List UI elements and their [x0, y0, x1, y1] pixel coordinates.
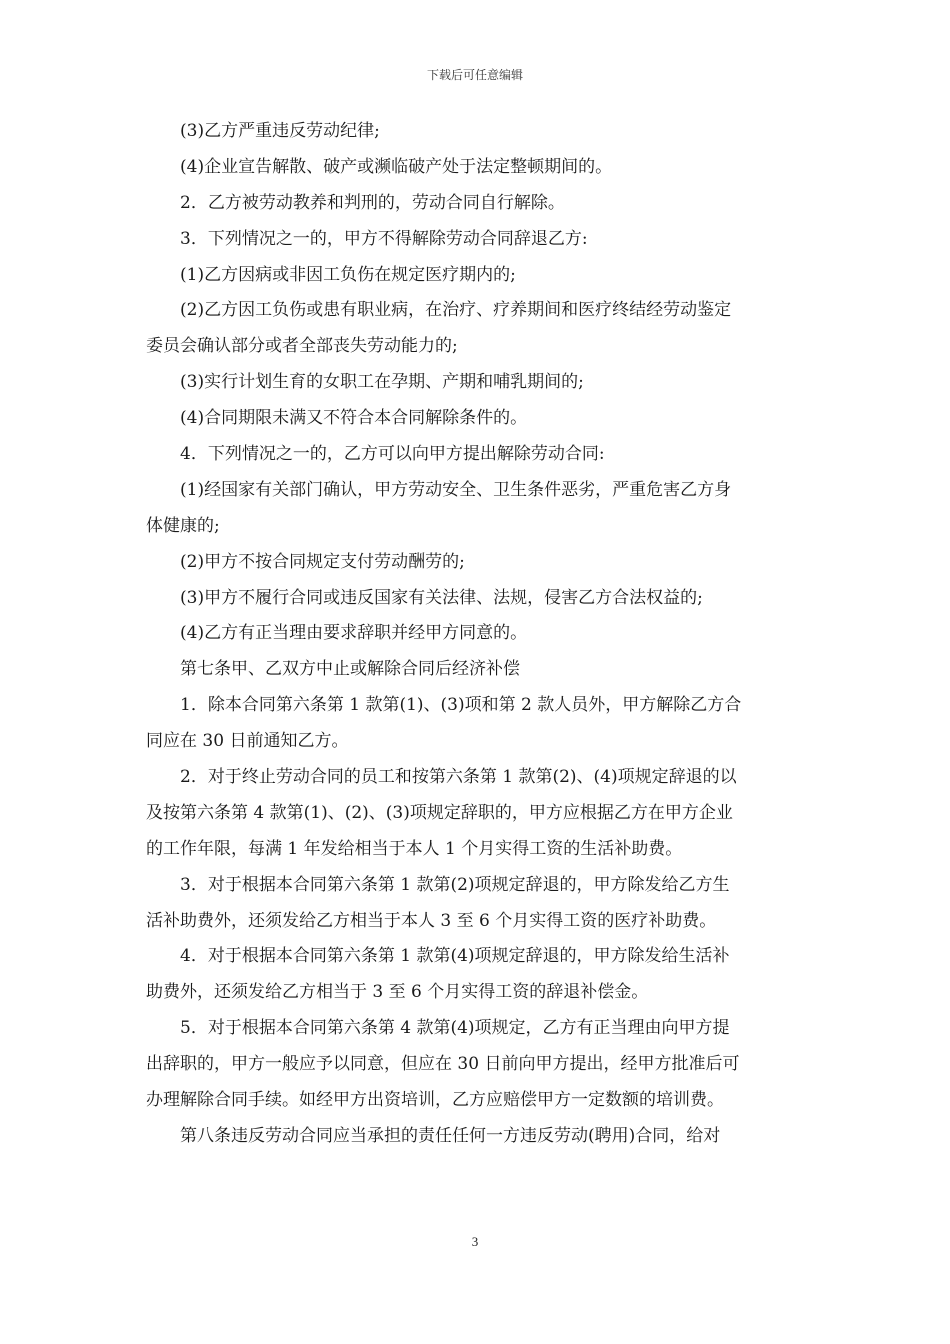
text-line: 办理解除合同手续。如经甲方出资培训，乙方应赔偿甲方一定数额的培训费。 — [146, 1090, 724, 1111]
text-line: 及按第六条第 4 款第(1)、(2)、(3)项规定辞职的，甲方应根据乙方在甲方企业 — [146, 802, 733, 823]
text-line: 2．乙方被劳动教养和判刑的，劳动合同自行解除。 — [180, 192, 565, 213]
text-line: (4)企业宣告解散、破产或濒临破产处于法定整顿期间的。 — [180, 156, 613, 177]
article-heading: 第八条违反劳动合同应当承担的责任任何一方违反劳动(聘用)合同，给对 — [180, 1125, 721, 1146]
page-header: 下载后可任意编辑 — [426, 68, 523, 82]
text-line: 同应在 30 日前通知乙方。 — [146, 731, 349, 752]
article-heading: 第七条甲、乙双方中止或解除合同后经济补偿 — [180, 659, 520, 680]
text-line: (2)甲方不按合同规定支付劳动酬劳的; — [180, 551, 465, 572]
text-line: 3．对于根据本合同第六条第 1 款第(2)项规定辞退的，甲方除发给乙方生 — [180, 874, 730, 895]
text-line: 3．下列情况之一的，甲方不得解除劳动合同辞退乙方: — [180, 228, 588, 249]
text-line: 出辞职的，甲方一般应予以同意，但应在 30 日前向甲方提出，经甲方批准后可 — [146, 1054, 740, 1075]
text-line: (3)甲方不履行合同或违反国家有关法律、法规，侵害乙方合法权益的; — [180, 587, 703, 608]
text-line: (3)实行计划生育的女职工在孕期、产期和哺乳期间的; — [180, 372, 584, 393]
text-line: 体健康的; — [146, 515, 220, 536]
text-line: (4)合同期限未满又不符合本合同解除条件的。 — [180, 408, 528, 429]
text-line: 4．下列情况之一的，乙方可以向甲方提出解除劳动合同: — [180, 444, 605, 465]
text-line: (2)乙方因工负伤或患有职业病，在治疗、疗养期间和医疗终结经劳动鉴定 — [180, 300, 732, 321]
text-line: 的工作年限，每满 1 年发给相当于本人 1 个月实得工资的生活补助费。 — [146, 838, 683, 859]
text-line: 委员会确认部分或者全部丧失劳动能力的; — [146, 336, 458, 357]
document-body — [146, 114, 808, 1155]
text-line: 4．对于根据本合同第六条第 1 款第(4)项规定辞退的，甲方除发给生活补 — [180, 946, 730, 967]
text-line: (4)乙方有正当理由要求辞职并经甲方同意的。 — [180, 623, 528, 644]
text-line: 2．对于终止劳动合同的员工和按第六条第 1 款第(2)、(4)项规定辞退的以 — [180, 767, 737, 788]
text-line: 5．对于根据本合同第六条第 4 款第(4)项规定，乙方有正当理由向甲方提 — [180, 1018, 730, 1039]
text-line: (1)经国家有关部门确认，甲方劳动安全、卫生条件恶劣，严重危害乙方身 — [180, 479, 732, 500]
text-line: (1)乙方因病或非因工负伤在规定医疗期内的; — [180, 264, 516, 285]
text-line: (3)乙方严重违反劳动纪律; — [180, 121, 380, 141]
page-number: 3 — [471, 1234, 479, 1249]
text-line: 助费外，还须发给乙方相当于 3 至 6 个月实得工资的辞退补偿金。 — [146, 982, 649, 1003]
text-line: 活补助费外，还须发给乙方相当于本人 3 至 6 个月实得工资的医疗补助费。 — [146, 910, 717, 931]
text-line: 1．除本合同第六条第 1 款第(1)、(3)项和第 2 款人员外，甲方解除乙方合 — [180, 695, 742, 716]
